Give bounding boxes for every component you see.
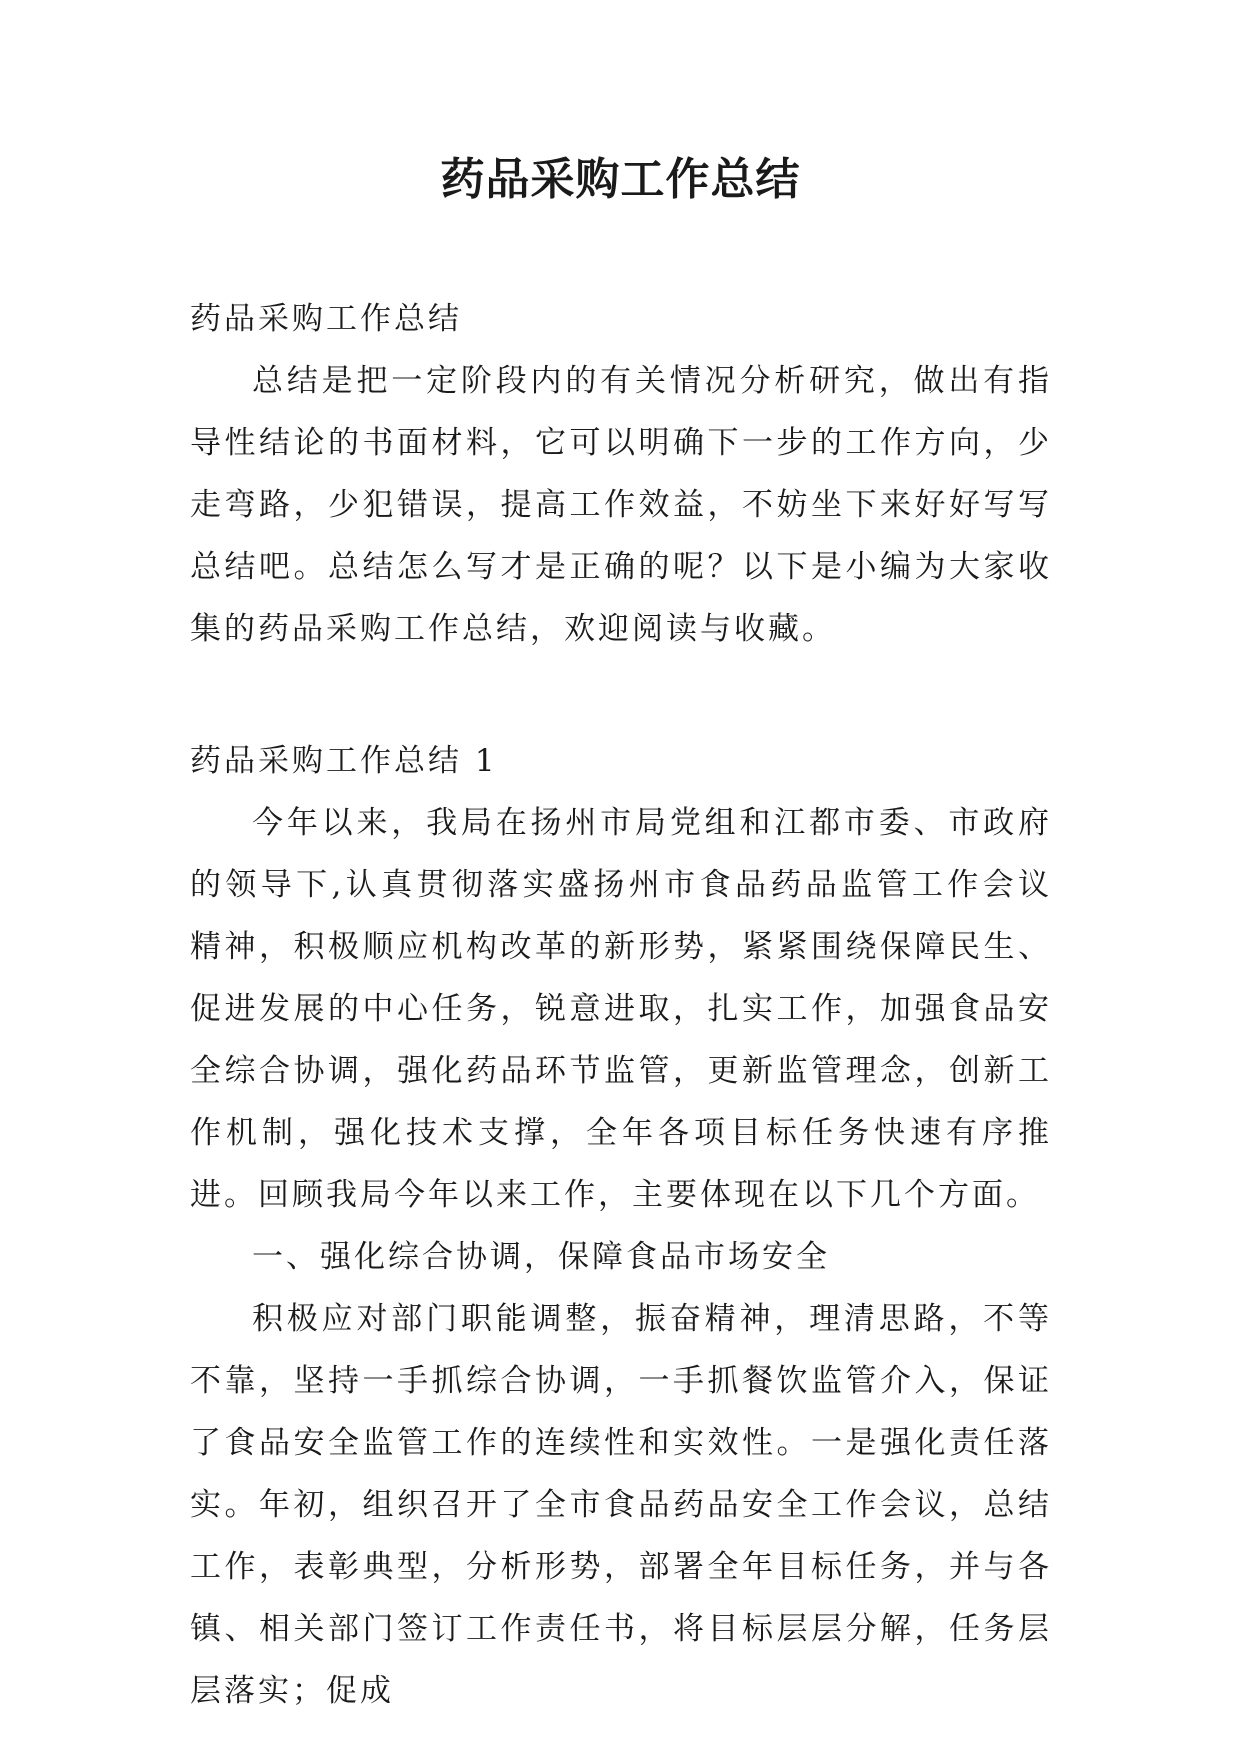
document-title: 药品采购工作总结 xyxy=(440,154,801,205)
section-paragraph: 积极应对部门职能调整，振奋精神，理清思路，不等不靠，坚持一手抓综合协调，一手抓餐饮监管介入，保证了食品安全监管工作的连续性和实效性。一是强化责任落实。年初，组织召开了全市食品药品安全工作会议，总结工作，表彰典型，分析形势，部署全年目标任务，并与各镇、相关部门签订工作责任书，将目标层层分解，任务层层落实；促成 xyxy=(190,1301,1052,1709)
document-subtitle: 药品采购工作总结 xyxy=(190,301,462,337)
intro-paragraph: 总结是把一定阶段内的有关情况分析研究，做出有指导性结论的书面材料，它可以明确下一步的工作方向，少走弯路，少犯错误，提高工作效益，不妨坐下来好好写写总结吧。总结怎么写才是正确的呢？以下是小编为大家收集的药品采购工作总结，欢迎阅读与收藏。 xyxy=(190,363,1052,647)
section-paragraph: 今年以来，我局在扬州市局党组和江都市委、市政府的领导下,认真贯彻落实盛扬州市食品药品监管工作会议精神，积极顺应机构改革的新形势，紧紧围绕保障民生、促进发展的中心任务，锐意进取，扎实工作，加强食品安全综合协调，强化药品环节监管，更新监管理念，创新工作机制，强化技术支撑，全年各项目标任务快速有序推进。回顾我局今年以来工作，主要体现在以下几个方面。 xyxy=(190,805,1052,1213)
document-body xyxy=(190,288,1052,1722)
section-heading: 药品采购工作总结 1 xyxy=(190,743,498,779)
paragraph-gap xyxy=(190,660,1052,730)
subsection-heading: 一、强化综合协调，保障食品市场安全 xyxy=(252,1239,830,1275)
